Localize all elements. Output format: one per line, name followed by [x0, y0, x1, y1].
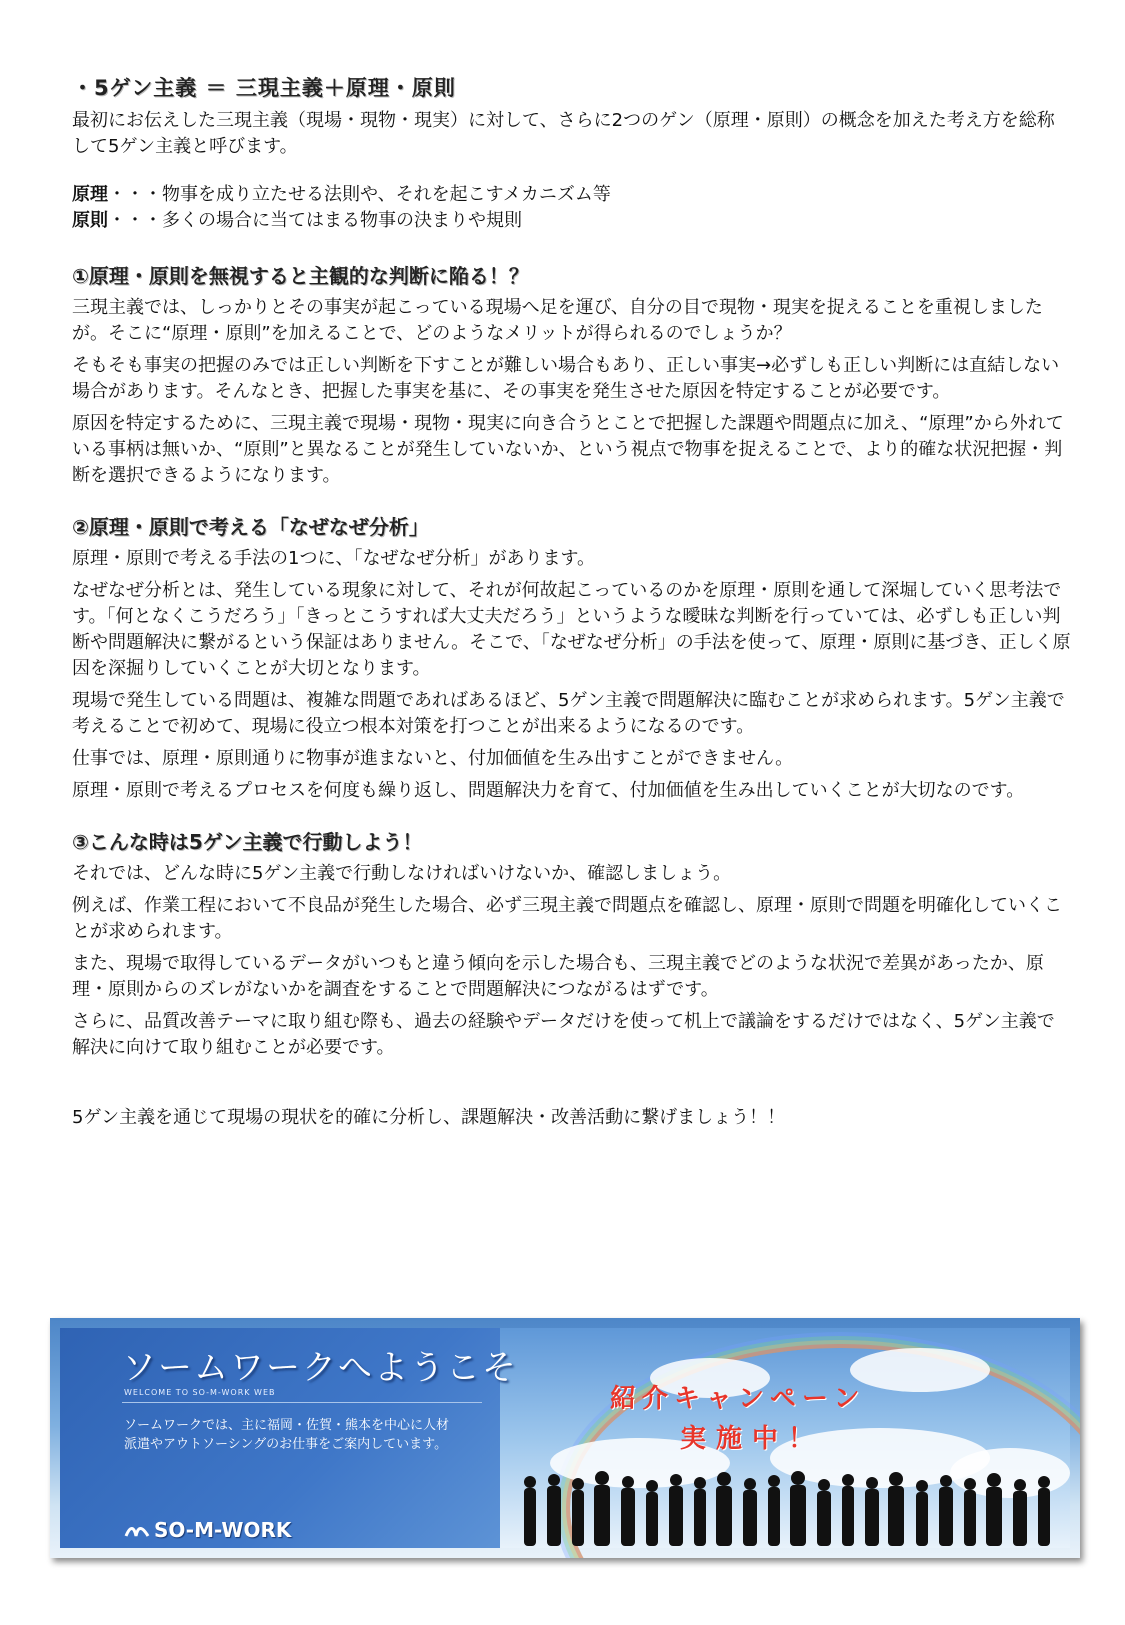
section-3-paragraph: それでは、どんな時に5ゲン主義で行動しなければいけないか、確認しましょう。	[72, 863, 732, 884]
campaign-banner[interactable]	[50, 1318, 1080, 1558]
section-heading-2: ②原理・原則で考える「なぜなぜ分析」	[72, 515, 429, 539]
definition-text: ・・・多くの場合に当てはまる物事の決まりや規則	[108, 210, 522, 231]
section-2-paragraph: なぜなぜ分析とは、発生している現象に対して、それが何故起こっているのかを原理・原則を通して深堀していく思考法です。「何となくこうだろう」「きっとこうすれば大丈夫だろう」というような曖昧な判断を行っていては、必ずしも正しい判断や問題解決に繋がるという保証はありません。そこで、「なぜなぜ分析」の手法を使って、原理・原則に基づき、正しく原因を深掘りしていくことが大切となります。	[72, 580, 1071, 679]
cloud-shape	[850, 1348, 990, 1392]
article	[72, 72, 1072, 1137]
banner-subtitle: WELCOME TO SO-M-WORK WEB	[124, 1388, 276, 1397]
section-1-paragraph: そもそも事実の把握のみでは正しい判断を下すことが難しい場合もあり、正しい事実→必ずしも正しい判断には直結しない場合があります。そんなとき、把握した事実を基に、その事実を発生させた原因を特定することが必要です。	[72, 355, 1060, 402]
definition-term: 原理	[72, 184, 108, 205]
definition-gensoku	[72, 208, 1072, 234]
section-3-paragraph: 例えば、作業工程において不良品が発生した場合、必ず三現主義で問題点を確認し、原理・原則で問題を明確化していくことが求められます。	[72, 895, 1062, 942]
section-2-paragraph: 原理・原則で考える手法の1つに、「なぜなぜ分析」があります。	[72, 548, 596, 569]
banner-title: ソームワークへようこそ	[122, 1348, 518, 1388]
people-silhouettes-icon	[520, 1468, 1060, 1548]
intro-paragraph: 最初にお伝えした三現主義（現場・現物・現実）に対して、さらに2つのゲン（原理・原則）の概念を加えた考え方を総称して5ゲン主義と呼びます。	[72, 110, 1055, 157]
section-3-paragraph: さらに、品質改善テーマに取り組む際も、過去の経験やデータだけを使って机上で議論をするだけではなく、5ゲン主義で解決に向けて取り組むことが必要です。	[72, 1011, 1055, 1058]
definition-genri	[72, 182, 1072, 208]
logo-text: SO-M-WORK	[154, 1518, 292, 1542]
section-heading-3: ③こんな時は5ゲン主義で行動しよう！	[72, 830, 423, 854]
section-3-paragraph: また、現場で取得しているデータがいつもと違う傾向を示した場合も、三現主義でどのような状況で差異があったか、原理・原則からのズレがないかを調査をすることで問題解決につながるはずです。	[72, 953, 1044, 1000]
logo-mark-icon	[124, 1522, 150, 1542]
closing-text: 5ゲン主義を通じて現場の現状を的確に分析し、課題解決・改善活動に繋げましょう！！	[72, 1107, 786, 1128]
definition-term: 原則	[72, 210, 108, 231]
campaign-line-2: 実施中！	[680, 1424, 825, 1454]
section-1-paragraph: 原因を特定するために、三現主義で現場・現物・現実に向き合うとことで把握した課題や問題点に加え、“原理”から外れている事柄は無いか、“原則”と異なることが発生していないか、という視点で物事を捉えることで、より的確な状況把握・判断を選択できるようになります。	[72, 413, 1064, 486]
campaign-line-1: 紹介キャンペーン	[610, 1384, 866, 1414]
page-title: ・5ゲン主義 ＝ 三現主義＋原理・原則	[72, 76, 456, 100]
banner-description: ソームワークでは、主に福岡・佐賀・熊本を中心に人材派遣やアウトソーシングのお仕事をご案内しています。	[124, 1418, 450, 1452]
section-1-paragraph: 三現主義では、しっかりとその事実が起こっている現場へ足を運び、自分の目で現物・現実を捉えることを重視しましたが。そこに“原理・原則”を加えることで、どのようなメリットが得られるのでしょうか？	[72, 297, 1043, 344]
section-heading-1: ①原理・原則を無視すると主観的な判断に陥る！？	[72, 264, 529, 288]
definition-text: ・・・物事を成り立たせる法則や、それを起こすメカニズム等	[108, 184, 611, 205]
banner-divider	[122, 1402, 482, 1403]
section-2-paragraph: 仕事では、原理・原則通りに物事が進まないと、付加価値を生み出すことができません。	[72, 748, 794, 769]
section-2-paragraph: 原理・原則で考えるプロセスを何度も繰り返し、問題解決力を育て、付加価値を生み出していくことが大切なのです。	[72, 780, 1025, 801]
company-logo	[124, 1518, 291, 1542]
section-2-paragraph: 現場で発生している問題は、複雑な問題であればあるほど、5ゲン主義で問題解決に臨むことが求められます。5ゲン主義で考えることで初めて、現場に役立つ根本対策を打つことが出来るようになるのです。	[72, 690, 1065, 737]
